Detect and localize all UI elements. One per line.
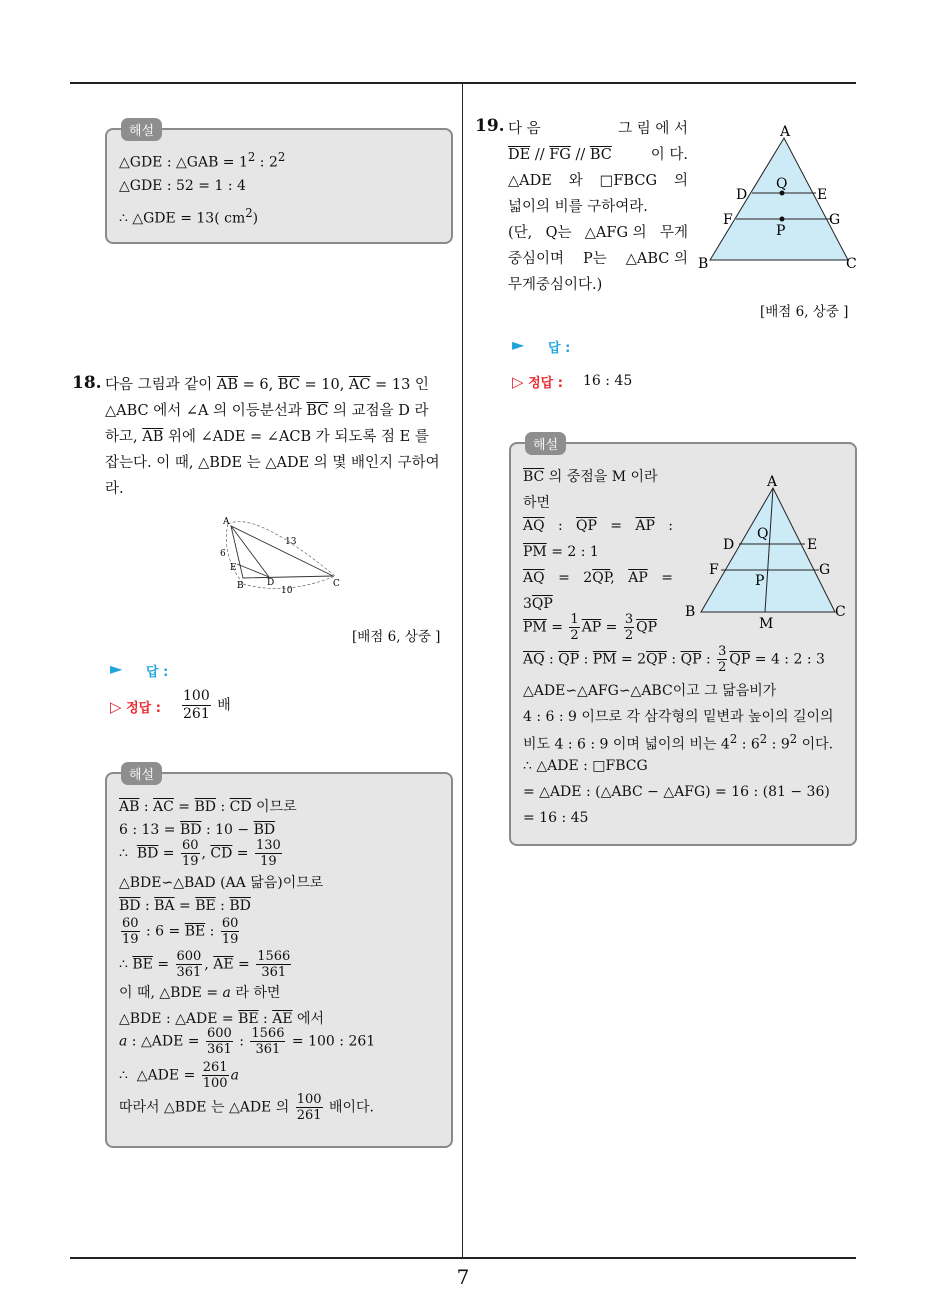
correct-arrow-icon: ▷ bbox=[512, 373, 524, 391]
solution-line: $\overline{AQ}$ : $\overline{QP}$ : $\overline{PM} = 2\overline{QP}$ : $\overline{QP}$ : $\frac{3}{2}$ $\overline{QP} = 4$ : 2 : 3 bbox=[523, 644, 825, 675]
solution-line: ∴ $\overline{BD}$ = $\frac{60}{19}$ , $\overline{CD}$ = $\frac{130}{19}$ bbox=[119, 838, 281, 869]
vertex-label: B bbox=[698, 256, 709, 272]
vertex-label: G bbox=[819, 562, 831, 578]
side-label: 10 bbox=[281, 586, 293, 594]
solution-line: 6 : $13 = \overline{BD}$ : $10 - \overline{BD}$ bbox=[119, 822, 276, 838]
solution-line: $\overline{PM} = 2$ : 1 bbox=[523, 544, 599, 560]
side-label: 6 bbox=[220, 549, 226, 559]
triangle-figure-18 bbox=[215, 512, 345, 594]
correct-answer-label: ▷ 정답 : bbox=[512, 373, 563, 391]
vertex-label: F bbox=[709, 562, 719, 578]
solution-line: ∴ $\overline{BE}$ = $\frac{600}{361}$ , $\overline{AE}$ = $\frac{1566}{361}$ bbox=[119, 949, 291, 980]
vertex-label: A bbox=[223, 517, 230, 527]
vertex-label: D bbox=[723, 537, 735, 553]
solution-line: △ADE∽△AFG∽△ABC이고 그 닮음비가 bbox=[523, 683, 777, 699]
correct-answer-label: ▷ 정답 : bbox=[110, 698, 161, 716]
solution-line: $\overline{PM}$ = $\frac{1}{2}$ $\overline{AP}$ = $\frac{3}{2}$ $\overline{QP}$ bbox=[523, 612, 658, 643]
solution-line: $\overline{AQ}$ = $2\overline{QP}$, $\overline{AP}$ = bbox=[523, 570, 673, 586]
answer-arrow-icon: ► bbox=[512, 335, 525, 354]
solution-line: △GDE : △GAB = $1^2$ : $2^2$ bbox=[119, 150, 286, 171]
solution-line: △GDE : 52 = 1 : 4 bbox=[119, 178, 246, 194]
solution-line: $\overline{AB}$ : $\overline{AC} = \overline{BD}$ : $\overline{CD}$ 이므로 bbox=[119, 799, 297, 815]
solution-box-18 bbox=[105, 768, 453, 1148]
vertex-label: B bbox=[685, 604, 696, 620]
solution-tag: 해설 bbox=[121, 118, 162, 141]
solution-line: 비도 4 : 6 : 9 이며 넓이의 비는 $4^2$ : $6^2$ : $9^2$ 이다. bbox=[523, 732, 834, 753]
vertex-label: C bbox=[835, 604, 846, 620]
solution-line: ∴ △ADE = $\frac{261}{100}$ a bbox=[119, 1060, 239, 1091]
solution-line: ∴ △GDE = 13( $cm^2$) bbox=[119, 206, 259, 227]
vertex-label: E bbox=[230, 563, 237, 573]
triangle-figure-19-solution bbox=[683, 470, 855, 630]
vertex-label: A bbox=[767, 474, 778, 490]
point-label: Q bbox=[776, 176, 788, 192]
answer-label: 답 : bbox=[548, 341, 571, 356]
correct-arrow-icon: ▷ bbox=[110, 698, 122, 716]
solution-line: 4 : 6 : 9 이므로 각 삼각형의 밑변과 높이의 길이의 bbox=[523, 709, 834, 725]
solution-tag: 해설 bbox=[525, 432, 566, 455]
point-label: Q bbox=[757, 526, 769, 542]
correct-answer-value: $\frac{100}{261}$ 배 bbox=[183, 688, 231, 722]
points-label: [배점 6, 상중 ] bbox=[760, 304, 849, 320]
vertex-label: D bbox=[736, 187, 748, 203]
point-label: P bbox=[776, 223, 786, 239]
correct-answer-value: 16 : 45 bbox=[583, 373, 633, 389]
vertex-label: D bbox=[267, 578, 275, 588]
top-rule bbox=[70, 82, 856, 84]
bottom-rule bbox=[70, 1257, 856, 1259]
question-number: 18. bbox=[72, 373, 102, 393]
solution-line: a : △ADE = $\frac{600}{361}$ : $\frac{1566}{361}$ = 100 : 261 bbox=[119, 1026, 376, 1057]
vertex-label: F bbox=[723, 212, 733, 228]
solution-tag: 해설 bbox=[121, 762, 162, 785]
solution-line: △BDE : △ADE = $\overline{BE}$ : $\overline{AE}$ 에서 bbox=[119, 1011, 325, 1027]
solution-line: $\overline{AQ}$ : $\overline{QP}$ = $\overline{AP}$ : bbox=[523, 518, 673, 534]
answer-arrow-icon: ► bbox=[110, 659, 123, 678]
answer-label: 답 : bbox=[146, 665, 169, 680]
solution-line: = 16 : 45 bbox=[523, 810, 589, 826]
solution-line: = △ADE : (△ABC − △AFG) = 16 : (81 − 36) bbox=[523, 784, 830, 800]
solution-line: ∴ △ADE : □FBCG bbox=[523, 758, 648, 774]
vertex-label: C bbox=[333, 579, 340, 589]
solution-box-19 bbox=[509, 438, 857, 846]
solution-line: △BDE∽△BAD (AA 닮음)이므로 bbox=[119, 875, 324, 891]
solution-line: $\frac{60}{19}$ : $6 = \overline{BE}$ : $\frac{60}{19}$ bbox=[122, 916, 239, 947]
vertex-label: G bbox=[829, 212, 841, 228]
page-number: 7 bbox=[456, 1265, 470, 1289]
point-label: M bbox=[759, 616, 774, 630]
points-label: [배점 6, 상중 ] bbox=[352, 629, 441, 645]
solution-box-17 bbox=[105, 124, 453, 244]
solution-line: 따라서 △BDE 는 △ADE 의 $\frac{100}{261}$ 배이다. bbox=[119, 1092, 375, 1123]
question-number: 19. bbox=[475, 116, 505, 136]
question-text: 다음 그림과 같이 $\overline{AB} = 6$, $\overline{BC} = 10$, $\overline{AC} = 13$ 인 △ABC 에서 ∠A 의 이등분선과 $\overline{BC}$ 의 교점을 D 라 하고, $\overline{AB}$ 위에 ∠ADE = ∠ACB 가 되도록 점 E 를 잡는다. 이 때, △BDE 는 △ADE 의 몇 배인지 구하여 라. bbox=[105, 377, 440, 497]
solution-line: 이 때, △BDE = a 라 하면 bbox=[119, 985, 281, 1001]
solution-line: 하면 bbox=[523, 495, 551, 511]
question-text: 다 음 그 림 에 서 $\overline{DE} // \overline{FG} // \overline{BC}$ 이 다. △ADE 와 □FBCG 의 넓이의 비를 구하여라. (단, Q는 △AFG 의 무게 중심이며 P는 △ABC 의 무게중심이다.) bbox=[508, 121, 688, 293]
point-label: P bbox=[755, 573, 765, 589]
solution-line: $\overline{BD}$ : $\overline{BA} = \overline{BE}$ : $\overline{BD}$ bbox=[119, 898, 251, 914]
vertex-label: E bbox=[807, 537, 818, 553]
vertex-label: E bbox=[817, 187, 828, 203]
vertex-label: C bbox=[846, 256, 857, 272]
vertex-label: B bbox=[237, 581, 244, 591]
vertex-label: A bbox=[780, 124, 791, 140]
solution-line: $\overline{BC}$ 의 중점을 M 이라 bbox=[523, 469, 658, 485]
solution-line: $3\overline{QP}$ bbox=[523, 596, 553, 612]
side-label: 13 bbox=[285, 537, 297, 547]
triangle-figure-19 bbox=[696, 120, 866, 272]
column-divider bbox=[462, 83, 463, 1258]
